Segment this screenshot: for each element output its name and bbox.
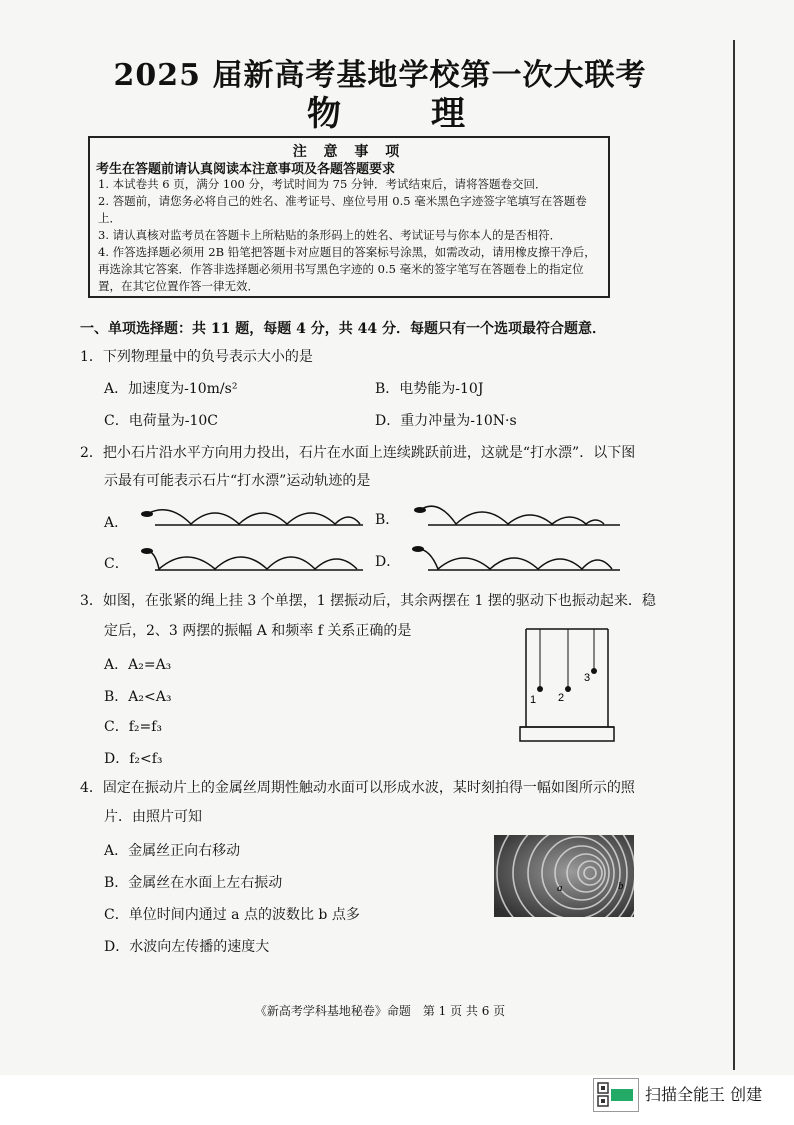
q1-option-b: B．电势能为-10J	[375, 381, 484, 397]
section-heading: 一、单项选择题：共 11 题，每题 4 分，共 44 分．每题只有一个选项最符合题意．	[80, 321, 606, 337]
q2-option-d: D．	[375, 554, 401, 570]
q3-option-c: C．f₂=f₃	[104, 719, 163, 735]
q1-option-d: D．重力冲量为-10N·s	[375, 413, 517, 429]
notice-item-3: 3. 请认真核对监考员在答题卡上所粘贴的条形码上的姓名、考试证号与你本人的是否相符．	[98, 228, 562, 242]
q1-option-a: A．加速度为-10m/s²	[104, 381, 238, 397]
scanner-watermark-text: 扫描全能王 创建	[645, 1085, 763, 1104]
notice-item-2: 2. 答题前，请您务必将自己的姓名、准考证号、座位号用 0.5 毫米黑色字迹签字笔填写在答题卷上．	[98, 194, 587, 225]
q2-option-a: A．	[104, 515, 129, 531]
q4-option-c: C．单位时间内通过 a 点的波数比 b 点多	[104, 907, 360, 923]
scanner-logo	[593, 1078, 639, 1112]
q4-point-a-label: a	[557, 882, 563, 894]
q1-stem: 1．下列物理量中的负号表示大小的是	[80, 349, 313, 365]
q2-trajectory-a	[135, 502, 365, 532]
notice-item-4: 4. 作答选择题必须用 2B 铅笔把答题卡对应题目的答案标号涂黑，如需改动，请用橡皮擦干净后，再选涂其它答案．作答非选择题必须用书写黑色字迹的 0.5 毫米的签字笔写在答题卷上的指定位置，在其它位置作答一律无效．	[98, 245, 596, 293]
q1-option-c: C．电荷量为-10C	[104, 413, 218, 429]
q4-point-b-label: b	[618, 880, 624, 892]
q3-option-a: A．A₂=A₃	[104, 657, 172, 673]
q2-option-c: C．	[104, 556, 129, 572]
pendulum-label-1: 1	[530, 694, 537, 706]
pendulum-label-3: 3	[584, 672, 591, 684]
q2-stem-line1: 2．把小石片沿水平方向用力投出，石片在水面上连续跳跃前进，这就是“打水漂”．以下图	[80, 445, 636, 461]
q2-stem-line2: 示最有可能表示石片“打水漂”运动轨迹的是	[104, 473, 371, 489]
q4-stem-line2: 片．由照片可知	[104, 809, 202, 825]
q2-trajectory-d	[408, 545, 623, 575]
q3-pendulum-diagram	[514, 615, 624, 745]
q3-stem-line1: 3．如图，在张紧的绳上挂 3 个单摆，1 摆振动后，其余两摆在 1 摆的驱动下也振动起来．稳	[80, 593, 656, 609]
q4-water-wave-photo	[494, 835, 634, 917]
notice-item-1: 1. 本试卷共 6 页，满分 100 分，考试时间为 75 分钟．考试结束后，请将答题卷交回．	[98, 177, 547, 191]
q4-option-b: B．金属丝在水面上左右振动	[104, 875, 283, 891]
pendulum-label-2: 2	[558, 692, 565, 704]
page-edge-rule	[733, 40, 735, 1070]
q4-stem-line1: 4．固定在振动片上的金属丝周期性触动水面可以形成水波，某时刻拍得一幅如图所示的照	[80, 780, 635, 796]
q4-option-d: D．水波向左传播的速度大	[104, 939, 270, 955]
q2-trajectory-c	[135, 545, 365, 575]
q2-option-b: B．	[375, 512, 400, 528]
exam-title: 2025 届新高考基地学校第一次大联考	[113, 58, 647, 93]
subject-title: 物 理	[307, 94, 493, 134]
q4-option-a: A．金属丝正向右移动	[104, 843, 241, 859]
q3-option-b: B．A₂<A₃	[104, 689, 172, 705]
notice-subheading: 考生在答题前请认真阅读本注意事项及各题答题要求	[96, 162, 396, 177]
notice-heading: 注 意 事 项	[292, 144, 406, 160]
q2-trajectory-b	[408, 502, 623, 532]
page-footer: 《新高考学科基地秘卷》命题 第 1 页 共 6 页	[254, 1004, 506, 1018]
q3-stem-line2: 定后，2、3 两摆的振幅 A 和频率 f 关系正确的是	[104, 623, 412, 639]
notice-box	[88, 136, 610, 298]
q3-option-d: D．f₂<f₃	[104, 751, 163, 767]
